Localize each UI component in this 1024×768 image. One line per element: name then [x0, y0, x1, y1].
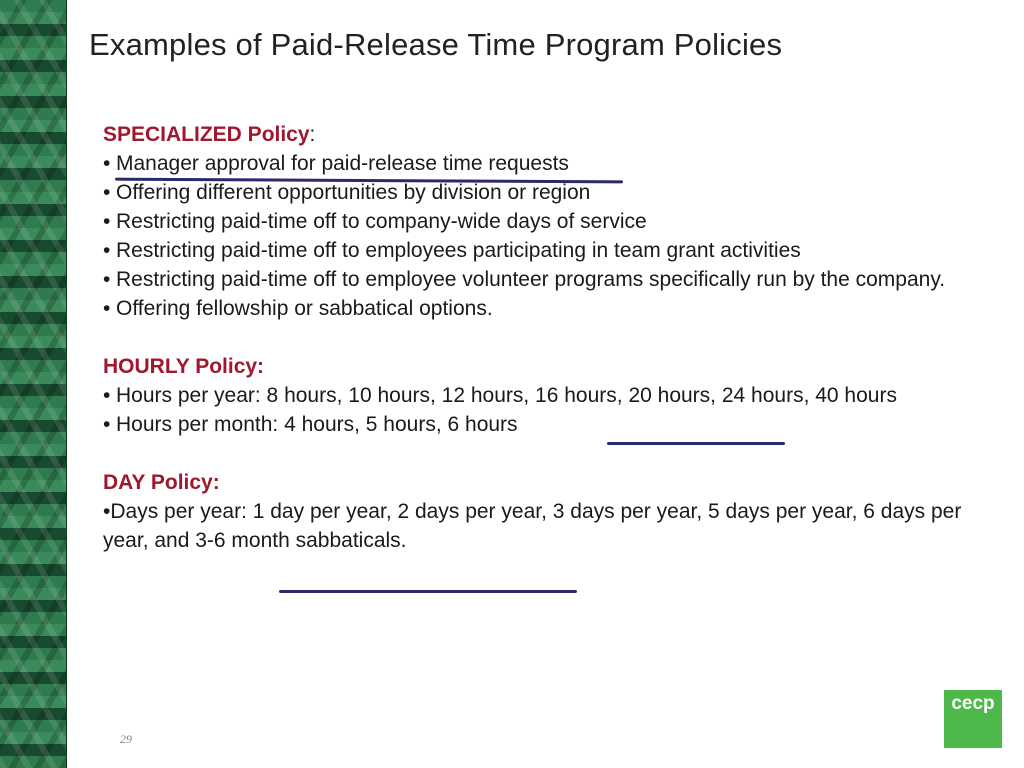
list-item: • Restricting paid-time off to employees participating in team grant activities — [103, 236, 983, 265]
slide-content — [103, 120, 983, 555]
page-number: 29 — [120, 732, 132, 746]
cecp-logo: cecp — [944, 690, 1002, 748]
list-item: • Manager approval for paid-release time requests — [103, 149, 983, 178]
specialized-heading — [103, 120, 983, 149]
list-item: • Offering different opportunities by division or region — [103, 178, 983, 207]
specialized-heading-text: SPECIALIZED Policy — [103, 123, 310, 146]
list-item: • Restricting paid-time off to employee volunteer programs specifically run by the company. — [103, 265, 983, 294]
specialized-heading-colon: : — [309, 123, 316, 146]
specialized-list — [103, 149, 983, 323]
spacer — [103, 323, 983, 352]
slide-title: Examples of Paid-Release Time Program Policies — [89, 27, 783, 62]
underline-mark — [279, 590, 577, 593]
hourly-list — [103, 381, 983, 439]
underline-mark — [607, 442, 785, 445]
list-item: • Hours per year: 8 hours, 10 hours, 12 hours, 16 hours, 20 hours, 24 hours, 40 hours — [103, 381, 983, 410]
list-item: • Restricting paid-time off to company-wide days of service — [103, 207, 983, 236]
list-item: • Hours per month: 4 hours, 5 hours, 6 hours — [103, 410, 983, 439]
hourly-heading: HOURLY Policy: — [103, 355, 265, 378]
day-heading: DAY Policy: — [103, 471, 220, 494]
decorative-side-band — [0, 0, 67, 768]
day-text: •Days per year: 1 day per year, 2 days per year, 3 days per year, 5 days per year, 6 days per year, and 3-6 month sabbaticals. — [103, 500, 962, 552]
spacer — [103, 439, 983, 468]
list-item: • Offering fellowship or sabbatical options. — [103, 294, 983, 323]
